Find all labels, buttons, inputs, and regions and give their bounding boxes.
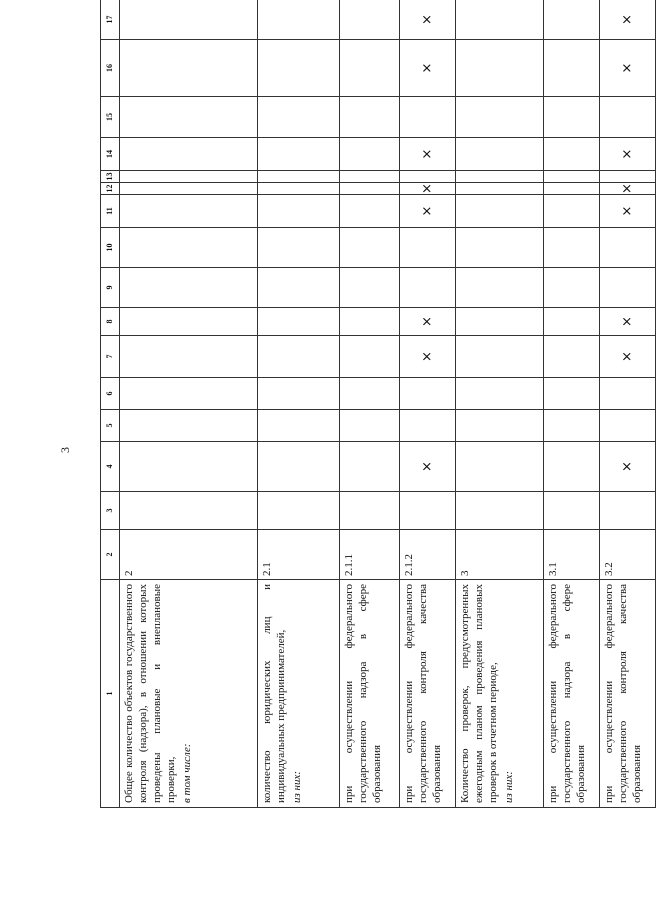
empty-cell [340,410,400,442]
row-note: из них: [291,770,303,803]
empty-cell [600,228,656,268]
empty-cell [544,40,600,97]
empty-cell [456,308,544,336]
x-mark: × [400,442,456,492]
empty-cell [544,268,600,308]
row-note: из них: [503,770,515,803]
empty-cell [258,492,340,530]
empty-cell [120,308,258,336]
col-header: 6 [101,378,120,410]
empty-cell [258,97,340,138]
empty-cell [340,492,400,530]
empty-cell [544,336,600,378]
empty-cell [600,97,656,138]
empty-cell [258,336,340,378]
empty-cell [120,0,258,40]
empty-cell [340,138,400,171]
table-row [600,0,656,808]
x-mark: × [400,0,456,40]
empty-cell [456,97,544,138]
empty-cell [258,308,340,336]
x-mark: × [600,40,656,97]
empty-cell [600,492,656,530]
empty-cell [120,195,258,228]
empty-cell [456,171,544,183]
empty-cell [120,40,258,97]
empty-cell [400,97,456,138]
page-number: 3 [58,447,72,453]
row-label: при осуществлении федерального государственного контроля качества образования [403,584,443,803]
table-row [340,0,400,808]
row-label-cell [600,580,656,808]
empty-cell [258,268,340,308]
empty-cell [258,183,340,195]
col-header: 5 [101,410,120,442]
empty-cell [120,378,258,410]
empty-cell [340,0,400,40]
col-header: 11 [101,195,120,228]
empty-cell [340,336,400,378]
empty-cell [340,268,400,308]
empty-cell [258,138,340,171]
col-header: 9 [101,268,120,308]
x-mark: × [400,40,456,97]
empty-cell [456,410,544,442]
empty-cell [456,138,544,171]
empty-cell [544,492,600,530]
empty-cell [120,268,258,308]
row-number-cell [544,530,600,580]
empty-cell [456,183,544,195]
col-header: 2 [101,530,120,580]
empty-cell [544,183,600,195]
empty-cell [456,40,544,97]
empty-cell [544,0,600,40]
empty-cell [456,442,544,492]
empty-cell [544,410,600,442]
empty-cell [544,308,600,336]
col-header: 15 [101,97,120,138]
table-row [456,0,544,808]
row-label-cell [456,580,544,808]
table-row [544,0,600,808]
row-number: 2.1 [261,562,273,576]
row-label-cell [120,580,258,808]
empty-cell [544,378,600,410]
row-label-cell [400,580,456,808]
empty-cell [456,268,544,308]
empty-cell [258,40,340,97]
empty-cell [600,171,656,183]
row-number-cell [600,530,656,580]
empty-cell [544,228,600,268]
row-label: при осуществлении федерального государственного надзора в сфере образования [343,584,383,803]
empty-cell [456,228,544,268]
empty-cell [120,171,258,183]
empty-cell [340,308,400,336]
x-mark: × [600,195,656,228]
empty-cell [258,195,340,228]
col-header: 14 [101,138,120,171]
x-mark: × [400,308,456,336]
empty-cell [340,40,400,97]
empty-cell [340,183,400,195]
x-mark: × [600,336,656,378]
empty-cell [340,195,400,228]
empty-cell [544,138,600,171]
empty-cell [456,0,544,40]
empty-cell [258,0,340,40]
empty-cell [400,228,456,268]
empty-cell [258,171,340,183]
row-label: количество юридических лиц и индивидуальных предпринимателей, [261,584,287,803]
empty-cell [120,336,258,378]
empty-cell [400,171,456,183]
x-mark: × [400,183,456,195]
empty-cell [120,442,258,492]
empty-cell [120,492,258,530]
row-number: 2.1.2 [403,554,415,576]
row-label-cell [544,580,600,808]
empty-cell [340,228,400,268]
x-mark: × [400,138,456,171]
empty-cell [456,336,544,378]
row-number-cell [120,530,258,580]
col-header: 16 [101,40,120,97]
x-mark: × [600,183,656,195]
rotated-table-wrapper [100,14,643,808]
empty-cell [544,171,600,183]
empty-cell [340,378,400,410]
empty-cell [400,492,456,530]
empty-cell [600,378,656,410]
empty-cell [400,268,456,308]
empty-cell [456,492,544,530]
header-row [101,0,120,808]
empty-cell [120,228,258,268]
row-number: 2 [123,570,135,576]
x-mark: × [400,195,456,228]
empty-cell [544,442,600,492]
x-mark: × [400,336,456,378]
row-label: Количество проверок, предусмотренных ежегодным планом проведения плановых проверок в отчетном периоде, [459,584,499,803]
row-number: 2.1.1 [343,554,355,576]
empty-cell [544,97,600,138]
col-header: 8 [101,308,120,336]
row-note: в том числе: [181,743,193,803]
row-label-cell [258,580,340,808]
empty-cell [258,410,340,442]
empty-cell [258,378,340,410]
col-header: 7 [101,336,120,378]
empty-cell [400,410,456,442]
row-label-cell [340,580,400,808]
row-number: 3.1 [547,562,559,576]
empty-cell [400,378,456,410]
empty-cell [120,183,258,195]
empty-cell [120,138,258,171]
row-number: 3 [459,570,471,576]
empty-cell [456,378,544,410]
empty-cell [258,228,340,268]
empty-cell [456,195,544,228]
empty-cell [120,410,258,442]
col-header: 4 [101,442,120,492]
x-mark: × [600,308,656,336]
row-number-cell [258,530,340,580]
col-header: 3 [101,492,120,530]
table-row [120,0,258,808]
table-row [258,0,340,808]
col-header: 17 [101,0,120,40]
x-mark: × [600,138,656,171]
row-number-cell [340,530,400,580]
empty-cell [600,268,656,308]
empty-cell [120,97,258,138]
row-label: при осуществлении федерального государственного надзора в сфере образования [547,584,587,803]
empty-cell [600,410,656,442]
empty-cell [258,442,340,492]
report-table [100,0,656,808]
row-label: при осуществлении федерального государственного контроля качества образования [603,584,643,803]
col-header: 1 [101,580,120,808]
row-number: 3.2 [603,562,615,576]
col-header: 12 [101,183,120,195]
row-number-cell [456,530,544,580]
empty-cell [340,442,400,492]
row-number-cell [400,530,456,580]
col-header: 13 [101,171,120,183]
empty-cell [544,195,600,228]
empty-cell [340,171,400,183]
table-row [400,0,456,808]
empty-cell [340,97,400,138]
row-label: Общее количество объектов государственного контроля (надзора), в отношении которых проведены плановые и внеплановые проверки, [123,584,177,803]
col-header: 10 [101,228,120,268]
x-mark: × [600,442,656,492]
x-mark: × [600,0,656,40]
